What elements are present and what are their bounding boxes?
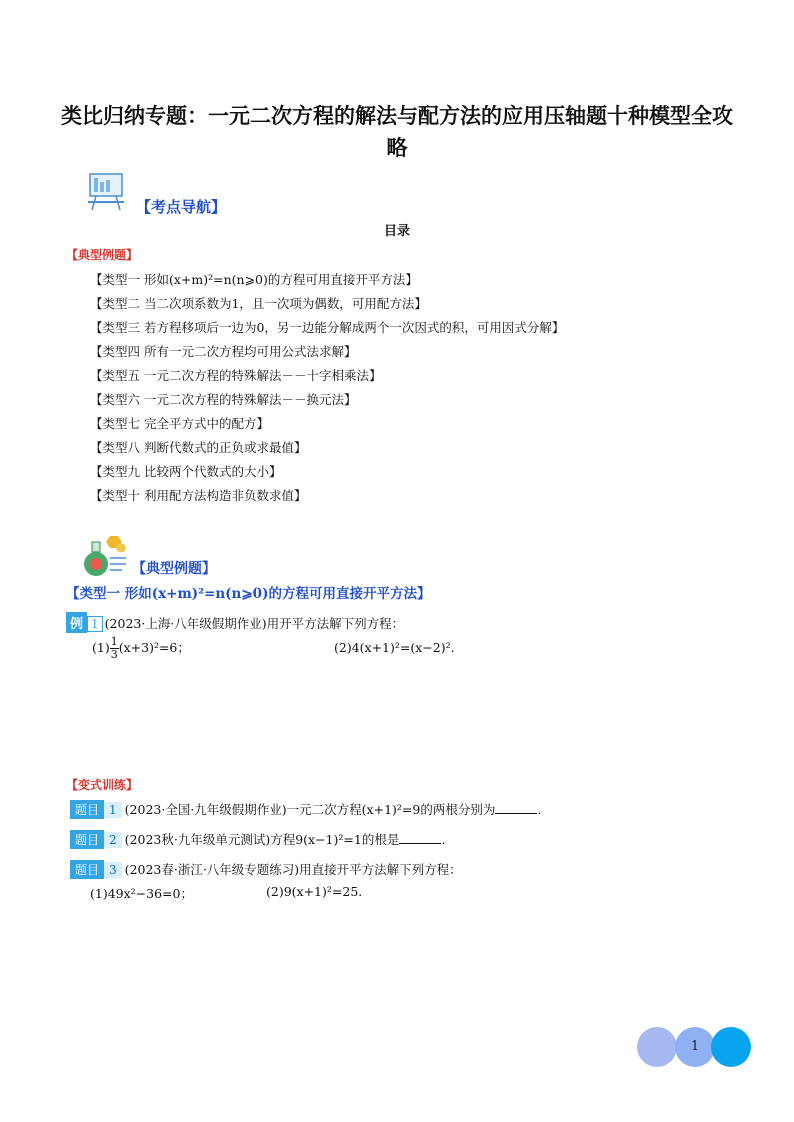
toc-item-9[interactable]: 【类型九 比较两个代数式的大小】: [90, 464, 282, 479]
document-title: 类比归纳专题：一元二次方程的解法与配方法的应用压轴题十种模型全攻略: [61, 103, 733, 160]
task-badge: 题目: [70, 800, 104, 819]
task-badge: 题目: [70, 830, 104, 849]
toc-item-4[interactable]: 【类型四 所有一元二次方程均可用公式法求解】: [90, 344, 357, 359]
task-number: 2: [104, 832, 122, 848]
section-label: 【典型例题】: [132, 561, 216, 577]
nav-label: 【考点导航】: [136, 198, 227, 216]
pager-circle-right: [711, 1027, 751, 1067]
toc-item-1[interactable]: 【类型一 形如(x+m)²=n(n⩾0)的方程可用直接开平方法】: [90, 272, 418, 287]
task-number: 3: [104, 862, 122, 878]
example-text: (2023·上海·八年级假期作业)用开平方法解下列方程：: [104, 616, 405, 631]
teacher-board-icon: [84, 168, 128, 212]
answer-blank[interactable]: [495, 801, 537, 814]
toc-item-8[interactable]: 【类型八 判断代数式的正负或求最值】: [90, 440, 307, 455]
example-badge: 例: [66, 612, 87, 633]
type-heading: 【类型一 形如(x+m)²=n(n⩾0)的方程可用直接开平方法】: [66, 586, 431, 602]
variant-heading: 【变式训练】: [66, 778, 139, 792]
task-number: 1: [104, 802, 122, 818]
toc-item-7[interactable]: 【类型七 完全平方式中的配方】: [90, 416, 269, 431]
example-equation-1: (1) $\frac{1}{3}$ (x+3)²=6；: [92, 635, 190, 661]
task-text: (2023·全国·九年级假期作业)一元二次方程(x+1)²=9的两根分别为: [124, 802, 496, 817]
task-2: 题目 2 (2023秋·九年级单元测试)方程9(x−1)²=1的根是 .: [70, 830, 445, 849]
toc-item-5[interactable]: 【类型五 一元二次方程的特殊解法－－十字相乘法】: [90, 368, 382, 383]
answer-blank[interactable]: [399, 831, 441, 844]
toc-title: 目录: [383, 224, 410, 239]
example-number: 1: [87, 616, 103, 632]
example-1: [66, 612, 404, 633]
toc-item-10[interactable]: 【类型十 利用配方法构造非负数求值】: [90, 488, 307, 503]
page-indicator: [637, 1027, 753, 1067]
toc-item-6[interactable]: 【类型六 一元二次方程的特殊解法－－换元法】: [90, 392, 357, 407]
flask-icon: [80, 534, 128, 578]
page-number: 1: [690, 1039, 700, 1054]
task-1: 题目 1 (2023·全国·九年级假期作业)一元二次方程(x+1)²=9的两根分别为 .: [70, 800, 541, 819]
task-text: (2023秋·九年级单元测试)方程9(x−1)²=1的根是: [124, 832, 400, 847]
example-equation-2: (2)4(x+1)²=(x−2)².: [334, 640, 455, 655]
task-3: [70, 860, 462, 879]
pager-circle-left: [637, 1027, 677, 1067]
toc-heading: 【典型例题】: [66, 248, 139, 262]
task-badge: 题目: [70, 860, 104, 879]
task-text: (2023春·浙江·八年级专题练习)用直接开平方法解下列方程：: [124, 862, 462, 877]
task-3-equation-1: (1)49x²−36=0；: [90, 886, 193, 901]
toc-list: [90, 268, 564, 508]
toc-item-2[interactable]: 【类型二 当二次项系数为1，且一次项为偶数，可用配方法】: [90, 296, 427, 311]
task-3-equation-2: (2)9(x+1)²=25.: [266, 884, 363, 899]
toc-item-3[interactable]: 【类型三 若方程移项后一边为0，另一边能分解成两个一次因式的积，可用因式分解】: [90, 320, 565, 335]
fraction: $\frac{1}{3}$: [110, 635, 118, 661]
